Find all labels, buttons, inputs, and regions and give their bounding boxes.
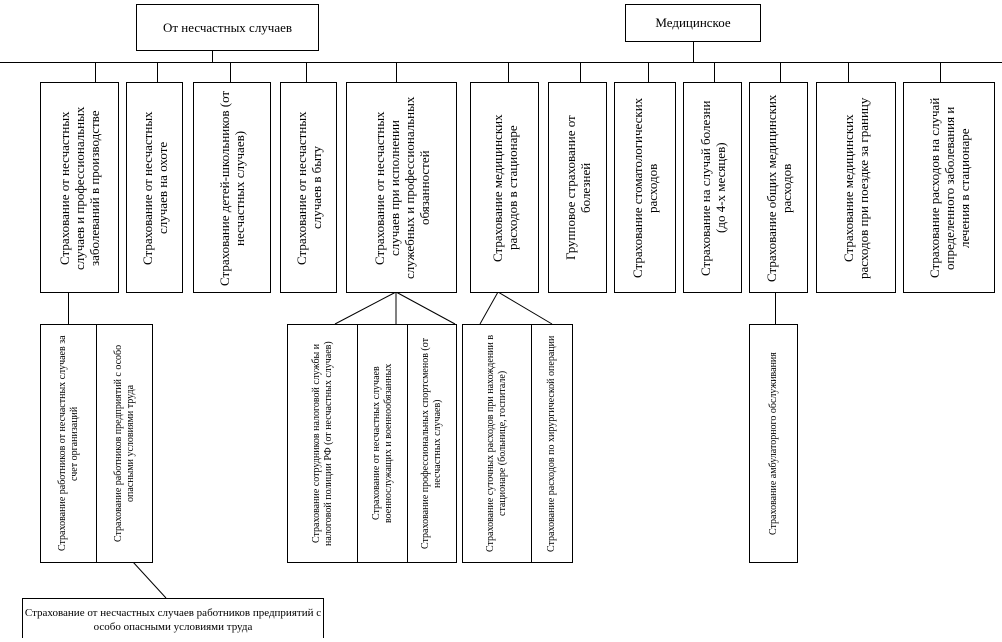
type-illness-4-months-label: Страхование на случай болезни (до 4-х месяцев) (697, 99, 728, 276)
type-group-illness-label: Групповое страхование от болезней (562, 115, 593, 260)
type-duties-label: Страхование от несчастных случаев при исполнении служебных и профессиональных обязанностей (371, 96, 432, 279)
bottom-connector (133, 562, 166, 598)
category-medical-label: Медицинское (655, 15, 731, 30)
subgroup-hospital-cell (463, 325, 531, 562)
type-hospital-expenses (470, 82, 539, 293)
type-illness-4-months (683, 82, 742, 293)
sub-connector (335, 292, 396, 324)
type-schoolchildren (193, 82, 271, 293)
type-group-illness (548, 82, 607, 293)
subgroup-general (749, 324, 798, 563)
sub-hospital-label: Страхование суточных расходов при нахождении в стационаре (больнице, госпитале) (485, 334, 508, 553)
subgroup-production (40, 324, 153, 563)
type-hunting-label: Страхование от несчастных случаев на охоте (139, 110, 170, 265)
sub-production-label: Страхование работников от несчастных случаев за счет организаций (56, 335, 80, 552)
category-accident-label: От несчастных случаев (162, 19, 293, 35)
sub-general-label: Страхование амбулаторного обслуживания (767, 352, 779, 535)
subgroup-duties (287, 324, 457, 563)
type-household (280, 82, 337, 293)
type-hospital-expenses-label: Страхование медицинских расходов в стационаре (489, 113, 520, 262)
sub-duties-label: Страхование сотрудников налоговой службы и налоговой полиции РФ (от несчастных случаев) (310, 341, 334, 546)
type-general-medical-label: Страхование общих медицинских расходов (763, 93, 794, 282)
bottom-note (22, 598, 324, 638)
type-dental-label: Страхование стоматологических расходов (630, 97, 660, 278)
type-general-medical (749, 82, 808, 293)
type-schoolchildren-label: Страхование детей-школьников (от несчастных случаев) (217, 89, 247, 286)
subgroup-duties-cell (357, 325, 407, 562)
sub-connector (498, 292, 552, 324)
type-hunting (126, 82, 183, 293)
subgroup-duties-cell (407, 325, 456, 562)
subgroup-production-cell (96, 325, 152, 562)
sub-connector (396, 292, 455, 324)
type-travel-abroad-label: Страхование медицинских расходов при поездке за границу (841, 96, 871, 279)
type-specific-disease (903, 82, 995, 293)
subgroup-hospital (462, 324, 573, 563)
type-dental (614, 82, 676, 293)
type-travel-abroad (816, 82, 896, 293)
type-production-label: Страхование от несчастных случаев и профессиональных заболеваний в производстве (57, 105, 102, 270)
bottom-note-text: Страхование от несчастных случаев работников предприятий с особо опасными условиями труда (24, 607, 322, 633)
subgroup-hospital-cell (531, 325, 572, 562)
category-medical (625, 4, 761, 42)
type-duties (346, 82, 457, 293)
type-specific-disease-label: Страхование расходов на случай определенного заболевания и лечения в стационаре (926, 97, 972, 278)
subgroup-production-cell (41, 325, 96, 562)
sub-duties-label: Страхование от несчастных случаев военнослужащих и военнообязанных (370, 363, 394, 524)
type-household-label: Страхование от несчастных случаев в быту (293, 110, 324, 265)
type-production (40, 82, 119, 293)
sub-connector (480, 292, 498, 324)
sub-duties-label: Страхование профессиональных спортсменов (от несчастных случаев) (420, 338, 443, 550)
subgroup-duties-cell (288, 325, 357, 562)
sub-production-label: Страхование работников предприятий с особо опасными условиями труда (112, 344, 136, 543)
sub-hospital-label: Страхование расходов по хирургической операции (546, 335, 557, 552)
category-accident (136, 4, 319, 51)
